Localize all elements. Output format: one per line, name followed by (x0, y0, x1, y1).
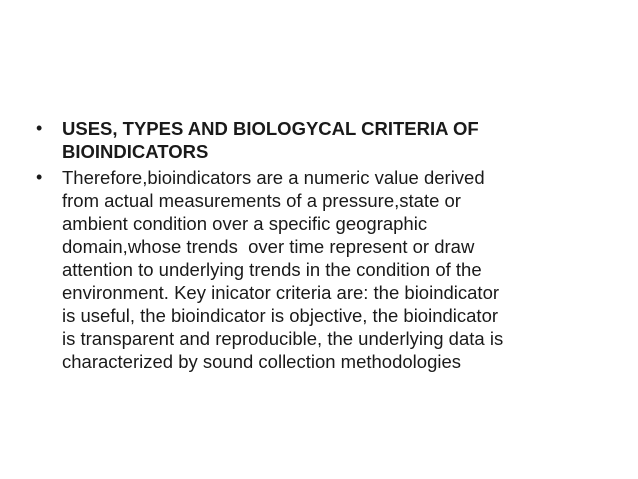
bullet-list (36, 117, 610, 376)
body-line-4: domain,whose trends over time represent or draw (62, 236, 475, 257)
body-line-1: Therefore,bioindicators are a numeric value derived (62, 167, 485, 188)
body-line-7: is useful, the bioindicator is objective, the bioindicator (62, 305, 499, 326)
body-line-8: is transparent and reproducible, the underlying data is (62, 328, 504, 349)
heading-line-1: USES, TYPES AND BIOLOGYCAL CRITERIA OF (62, 118, 479, 139)
heading-line-2: BIOINDICATORS (62, 141, 209, 162)
body-line-9: characterized by sound collection methodologies (62, 351, 462, 372)
body-line-5: attention to underlying trends in the condition of the (62, 259, 482, 280)
bullet-body (36, 166, 610, 373)
body-line-2: from actual measurements of a pressure,state or (62, 190, 461, 211)
bullet-heading (36, 117, 610, 163)
bullet-dot-icon: • (36, 167, 43, 187)
body-line-6: environment. Key inicator criteria are: the bioindicator (62, 282, 500, 303)
body-line-3: ambient condition over a specific geographic (62, 213, 428, 234)
bullet-dot-icon: • (36, 118, 43, 138)
